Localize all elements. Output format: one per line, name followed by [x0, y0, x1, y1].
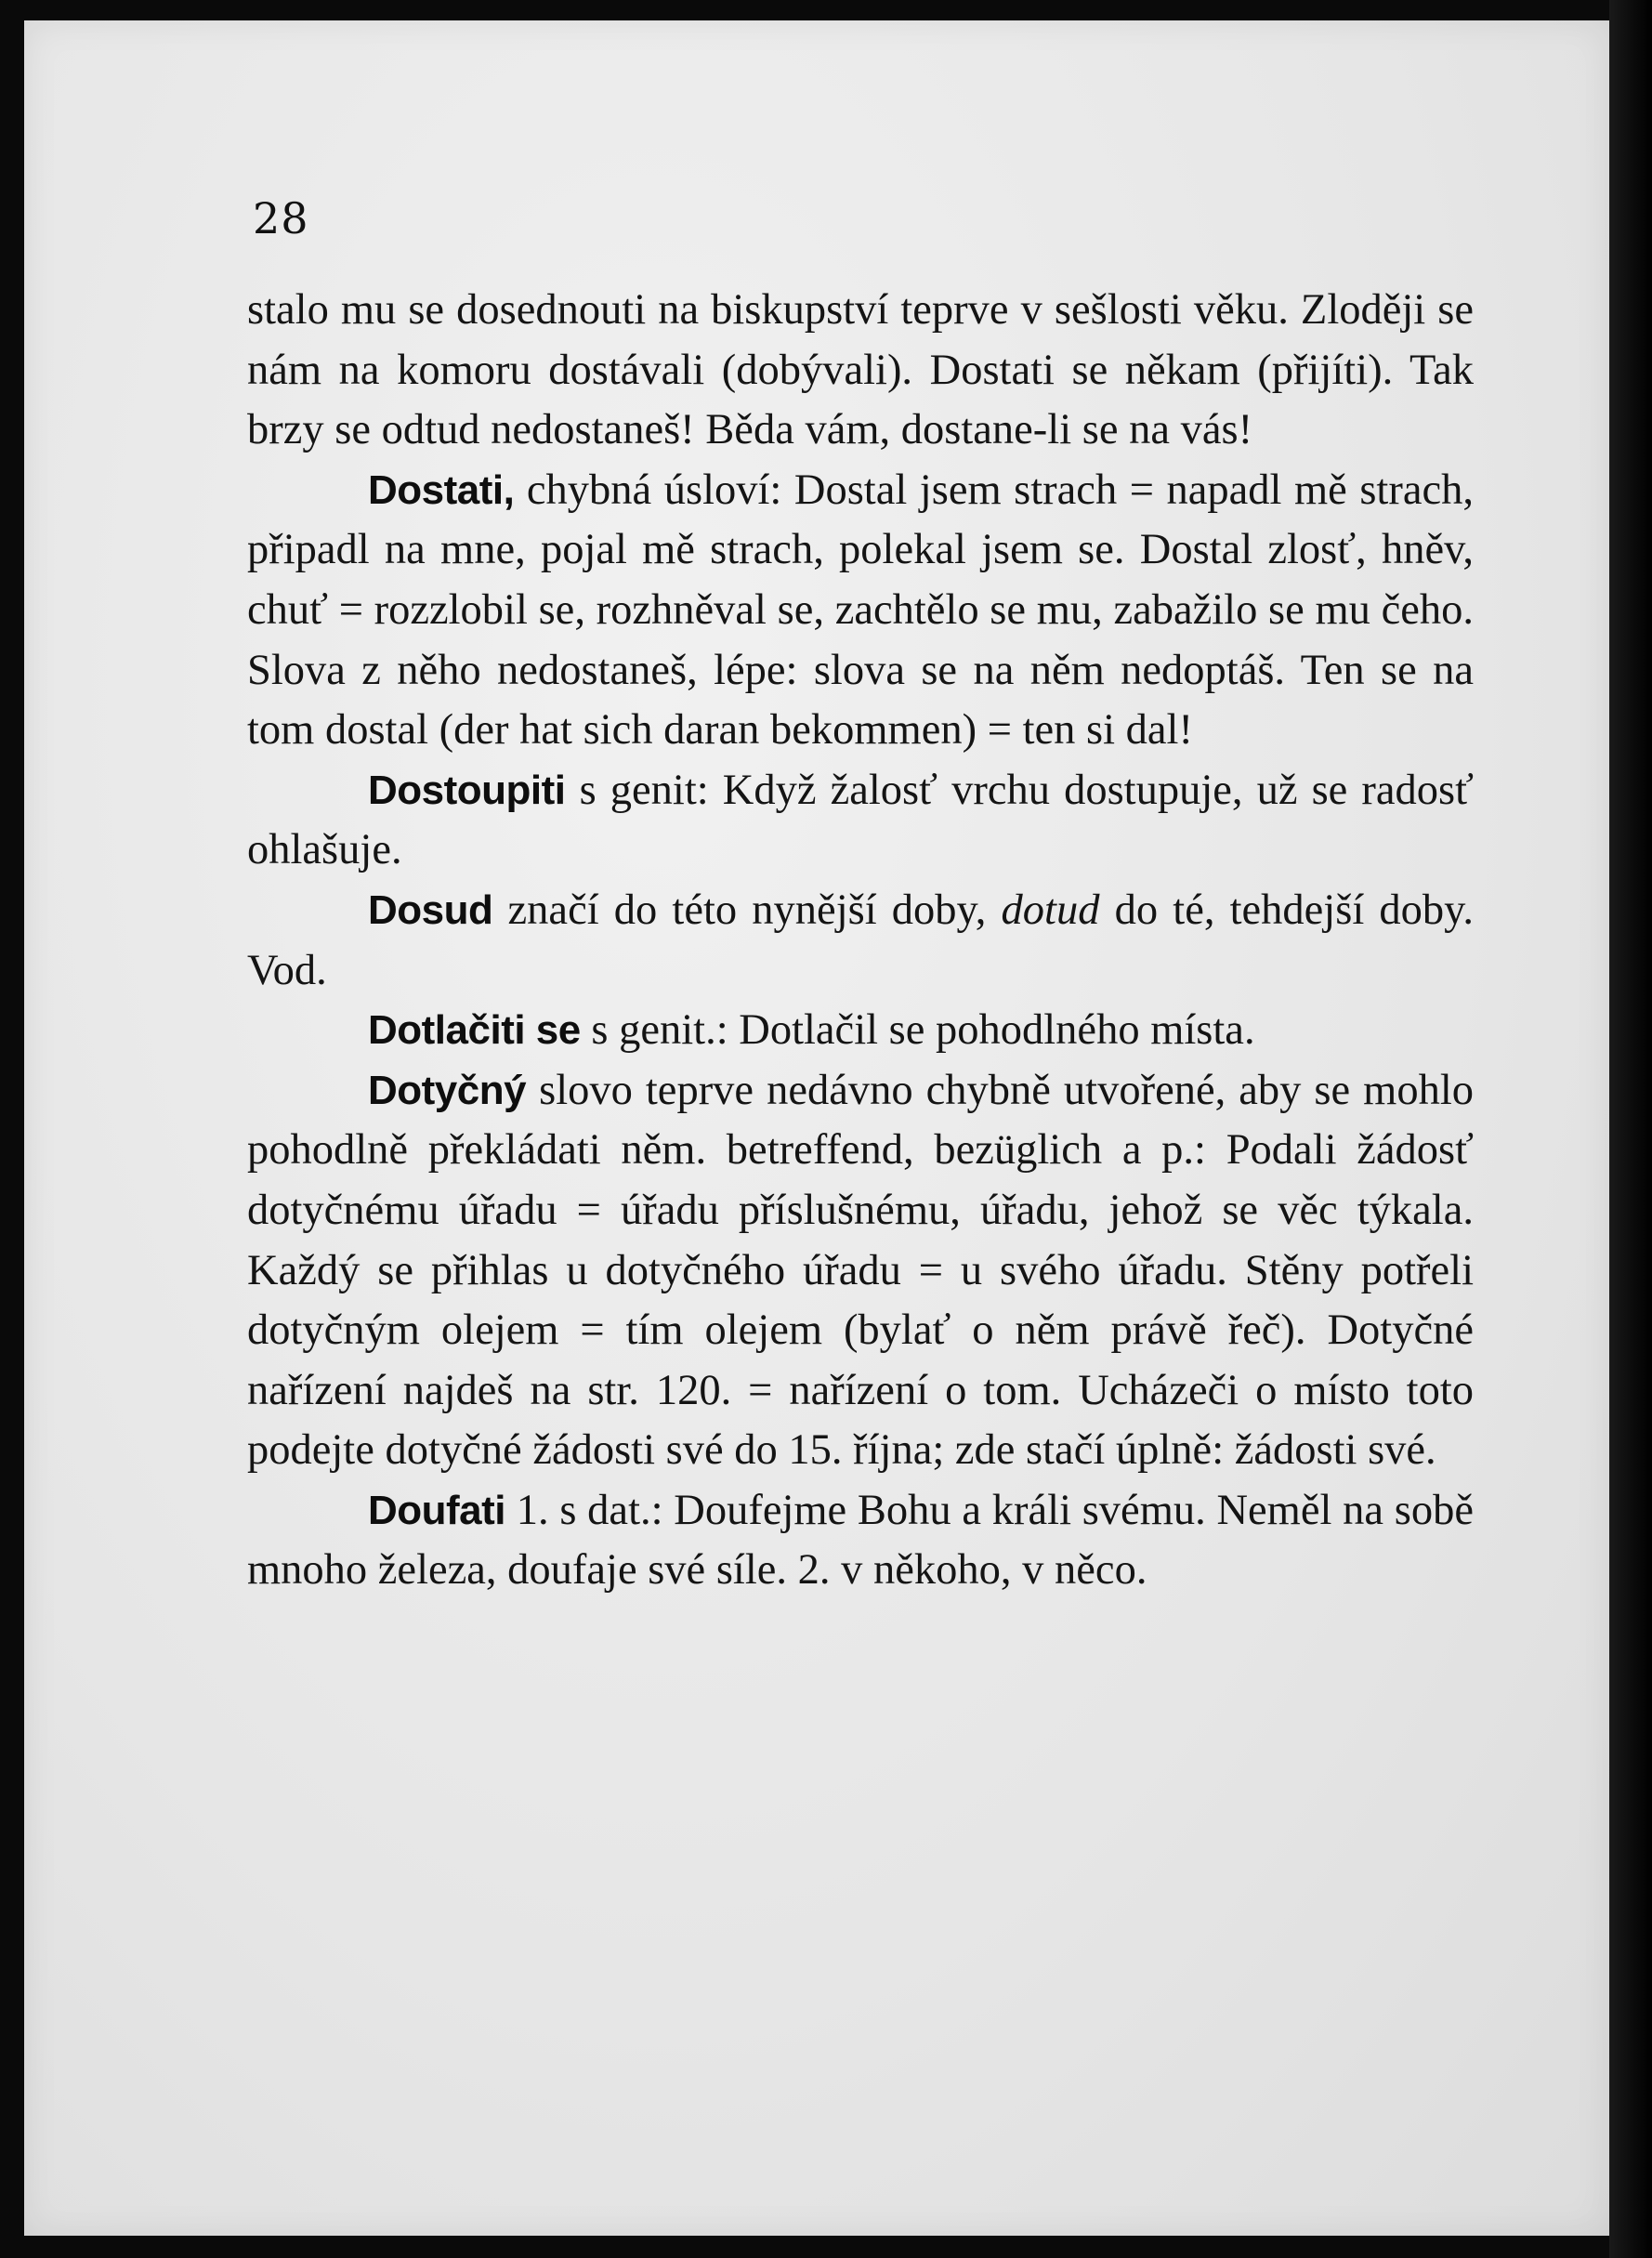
entry-doufati — [247, 1481, 1474, 1601]
page-number: 28 — [253, 193, 309, 243]
entry-text: s genit: Když žalosť vrchu dostupuje, už se radosť ohlašuje. — [247, 766, 1474, 874]
entry-dosud — [247, 881, 1474, 1001]
entry-dotycny — [247, 1061, 1474, 1481]
page-body — [247, 281, 1474, 1601]
entry-text: s genit.: Dotlačil se pohodlného místa. — [580, 1006, 1255, 1055]
entry-headword: Dotlačiti se — [368, 1007, 581, 1054]
entry-headword: Dotyčný — [368, 1067, 527, 1113]
entry-text: 1. s dat.: Doufejme Bohu a králi svému. Neměl na sobě mnoho železa, doufaje své síle. 2. v někoho, v něco. — [247, 1486, 1474, 1595]
entry-headword: Dosud — [368, 886, 493, 933]
entry-dostati — [247, 461, 1474, 761]
entry-text: značí do této nynější doby, — [492, 886, 1002, 934]
entry-dotlaciti — [247, 1001, 1474, 1061]
page-edge-shadow — [1609, 0, 1652, 2258]
entry-text: chybná úsloví: Dostal jsem strach = napadl mě strach, připadl na mne, pojal mě strach, polekal jsem se. Dostal zlosť, hněv, chuť = rozzlobil se, rozhněval se, zachtělo se mu, zabažilo se mu čeho. Slova z něho nedostaneš, lépe: slova se na něm nedoptáš. Ten se na tom dostal (der hat sich daran bekommen) = ten si dal! — [247, 466, 1474, 755]
entry-headword: Doufati — [368, 1487, 506, 1533]
paragraph-continuation: stalo mu se dosednouti na biskupství teprve v sešlosti věku. Zloději se nám na komoru dostávali (dobývali). Dostati se někam (přijíti). Tak brzy se odtud nedostaneš! Běda vám, dostane-li se na vás! — [247, 286, 1474, 454]
entry-headword: Dostoupiti — [368, 767, 566, 813]
entry-text: do té, tehdejší doby. Vod. — [247, 886, 1474, 994]
entry-italic-word: dotud — [1001, 886, 1100, 934]
entry-text: slovo teprve nedávno chybně utvořené, aby se mohlo pohodlně překládati něm. betreffend, bezüglich a p.: Podali žádosť dotyčnému úřadu = úřadu příslušnému, úřadu, jehož se věc týkala. Každý se přihlas u dotyčného úřadu = u svého úřadu. Stěny potřeli dotyčným olejem = tím olejem (bylať o něm právě řeč). Dotyčné nařízení najdeš na str. 120. = nařízení o tom. Ucházeči o místo toto podejte dotyčné žádosti své do 15. října; zde stačí úplně: žádosti své. — [247, 1066, 1474, 1475]
entry-headword: Dostati, — [368, 466, 515, 513]
entry-dostoupiti — [247, 761, 1474, 881]
